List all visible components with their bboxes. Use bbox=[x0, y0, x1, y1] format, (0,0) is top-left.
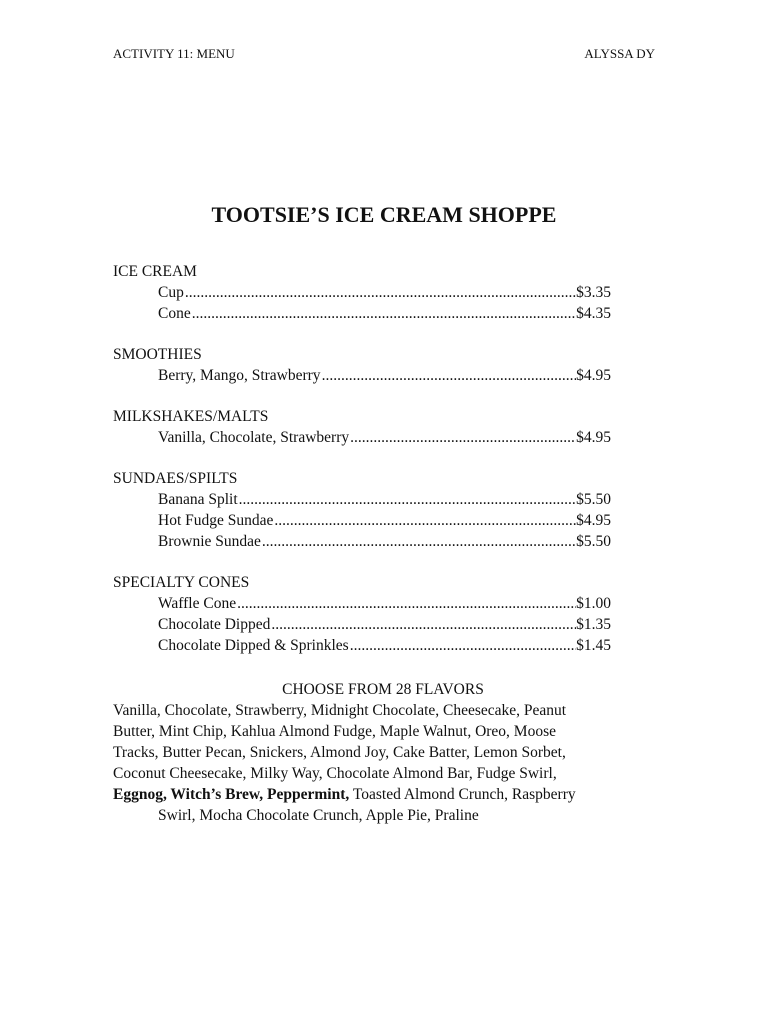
section-sundaes bbox=[113, 468, 611, 552]
flavors-line bbox=[113, 784, 633, 805]
dot-leader bbox=[349, 635, 576, 656]
menu-item bbox=[113, 531, 611, 552]
menu-title: TOOTSIE’S ICE CREAM SHOPPE bbox=[211, 202, 557, 227]
page-header bbox=[113, 46, 655, 62]
item-price: $3.35 bbox=[576, 284, 611, 301]
menu-item bbox=[113, 614, 611, 635]
item-name: Waffle Cone bbox=[158, 595, 237, 612]
item-name: Berry, Mango, Strawberry bbox=[158, 367, 321, 384]
menu-sections bbox=[113, 261, 611, 676]
flavors-line: Tracks, Butter Pecan, Snickers, Almond Joy, Cake Batter, Lemon Sorbet, bbox=[113, 744, 566, 761]
flavors-line: Swirl, Mocha Chocolate Crunch, Apple Pie, Praline bbox=[158, 807, 479, 824]
flavors-line: Vanilla, Chocolate, Strawberry, Midnight Chocolate, Cheesecake, Peanut bbox=[113, 702, 567, 719]
dot-leader bbox=[349, 427, 576, 448]
author-name: ALYSSA DY bbox=[584, 46, 655, 61]
menu-item bbox=[113, 427, 611, 448]
dot-leader bbox=[273, 510, 576, 531]
section-title: SMOOTHIES bbox=[113, 346, 202, 363]
dot-leader bbox=[321, 365, 577, 386]
menu-item bbox=[113, 365, 611, 386]
section-ice-cream bbox=[113, 261, 611, 324]
item-price: $4.95 bbox=[576, 429, 611, 446]
flavors-title: CHOOSE FROM 28 FLAVORS bbox=[282, 681, 484, 698]
menu-item bbox=[113, 489, 611, 510]
section-title: SPECIALTY CONES bbox=[113, 574, 250, 591]
item-price: $1.00 bbox=[576, 595, 611, 612]
menu-item bbox=[113, 635, 611, 656]
section-title: SUNDAES/SPILTS bbox=[113, 470, 238, 487]
activity-label: ACTIVITY 11: MENU bbox=[113, 46, 235, 61]
item-name: Vanilla, Chocolate, Strawberry bbox=[158, 429, 350, 446]
dot-leader bbox=[191, 303, 576, 324]
menu-item bbox=[113, 282, 611, 303]
section-milkshakes bbox=[113, 406, 611, 448]
item-name: Cup bbox=[158, 284, 184, 301]
item-name: Banana Split bbox=[158, 491, 238, 508]
item-price: $5.50 bbox=[576, 491, 611, 508]
item-name: Brownie Sundae bbox=[158, 533, 261, 550]
menu-item bbox=[113, 303, 611, 324]
flavors-line: Coconut Cheesecake, Milky Way, Chocolate Almond Bar, Fudge Swirl, bbox=[113, 765, 557, 782]
flavors-line: Butter, Mint Chip, Kahlua Almond Fudge, Maple Walnut, Oreo, Moose bbox=[113, 723, 556, 740]
flavors-block bbox=[113, 679, 633, 826]
menu-item bbox=[113, 510, 611, 531]
item-name: Hot Fudge Sundae bbox=[158, 512, 274, 529]
section-title: MILKSHAKES/MALTS bbox=[113, 408, 269, 425]
section-smoothies bbox=[113, 344, 611, 386]
item-name: Chocolate Dipped bbox=[158, 616, 271, 633]
item-price: $4.95 bbox=[576, 512, 611, 529]
dot-leader bbox=[261, 531, 576, 552]
dot-leader bbox=[238, 489, 576, 510]
section-specialty-cones bbox=[113, 572, 611, 656]
menu-item bbox=[113, 593, 611, 614]
item-price: $4.35 bbox=[576, 305, 611, 322]
section-title: ICE CREAM bbox=[113, 263, 197, 280]
item-price: $5.50 bbox=[576, 533, 611, 550]
flavors-line-rest: Toasted Almond Crunch, Raspberry bbox=[349, 786, 576, 803]
item-price: $1.35 bbox=[576, 616, 611, 633]
item-name: Chocolate Dipped & Sprinkles bbox=[158, 637, 349, 654]
dot-leader bbox=[236, 593, 576, 614]
flavors-list bbox=[113, 700, 633, 826]
item-name: Cone bbox=[158, 305, 191, 322]
dot-leader bbox=[270, 614, 576, 635]
item-price: $4.95 bbox=[576, 367, 611, 384]
item-price: $1.45 bbox=[576, 637, 611, 654]
seasonal-flavors: Eggnog, Witch’s Brew, Peppermint, bbox=[113, 786, 350, 803]
dot-leader bbox=[184, 282, 576, 303]
